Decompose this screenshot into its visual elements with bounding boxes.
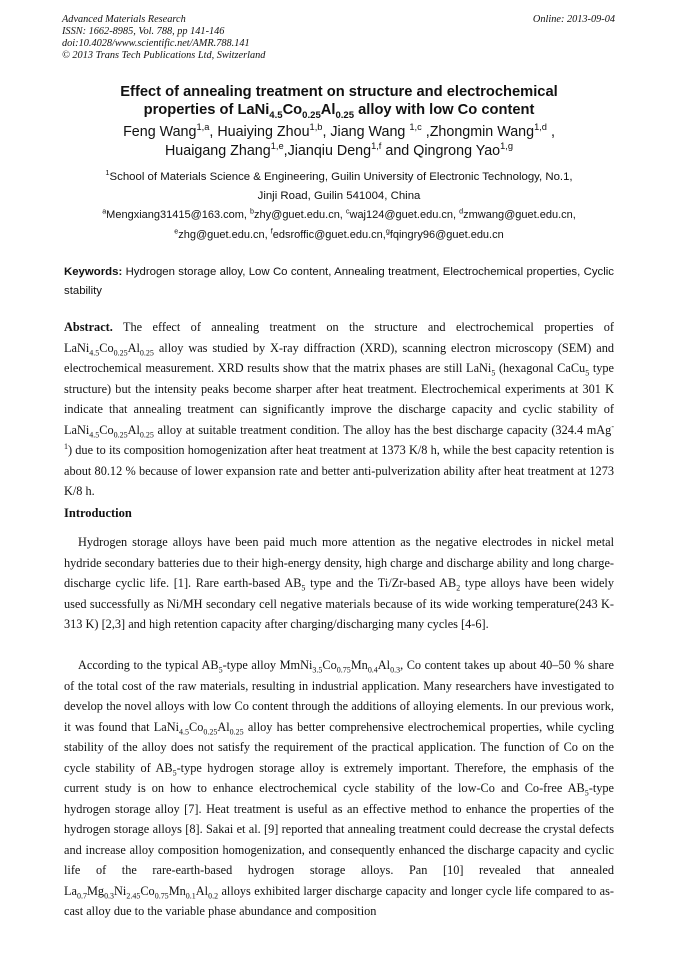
author-name: Huaigang Zhang	[164, 143, 271, 159]
email-address[interactable]: edsroffic@guet.edu.cn,	[272, 229, 386, 241]
email-address[interactable]: zhy@guet.edu.cn,	[254, 209, 346, 221]
paper-title	[70, 83, 608, 119]
emails-line-2: $^e$zhg@guet.edu.cn, $^f$edsroffic@guet.edu.cn,$^g$fqingry96@guet.edu.cn	[174, 227, 504, 241]
author-list	[70, 123, 608, 161]
doi-line[interactable]: doi:10.4028/www.scientific.net/AMR.788.141	[62, 38, 250, 49]
keywords	[64, 263, 614, 301]
intro-paragraph-1: Hydrogen storage alloys have been paid much more attention as the negative electrodes in nickel metal hydride secondary batteries due to their high-energy density, high charge and discharge ability and long charge-discharge cyclic life. [1]. Rare earth-based $AB_5$ type and the Ti/Zr-based $AB_2$ type alloys have been widely used successfully as Ni/MH secondary cell negative materials because of its wide working temperature(243 K-313 K) [2,3] and high retention capacity after charging/discharging many cycles [4-6].	[64, 535, 614, 631]
affiliation	[60, 168, 618, 206]
email-address[interactable]: Mengxiang31415@163.com,	[106, 209, 251, 221]
issn-line: ISSN: 1662-8985, Vol. 788, pp 141-146	[62, 26, 225, 37]
email-list	[60, 205, 618, 245]
authors-line-1: Feng Wang$^{1,a}$, Huaiying Zhou$^{1,b}$, Jiang Wang $^{1,c}$ ,Zhongmin Wang$^{1,d}$ ,	[123, 122, 555, 140]
keywords-text: Hydrogen storage alloy, Low Co content, Annealing treatment, Electrochemical properties, Cyclic stability	[64, 266, 614, 297]
title-line-2: properties of $LaNi_{4.5}Co_{0.25}Al_{0.25}$ alloy with low Co content	[143, 102, 535, 121]
intro-paragraph-2: According to the typical $AB_5$-type alloy $MmNi_{3.5}Co_{0.75}Mn_{0.4}Al_{0.3}$, Co content takes up about 40–50 % share of the total cost of the raw materials, resulting in industrial application. Many researchers have investigated to develop the novel alloys with low Co content through the additions of alloying elements. In our previous work, it was found that $LaNi_{4.5}Co_{0.25}Al_{0.25}$ alloy has better comprehensive electrochemical properties, while cycling stability of the alloy does not satisfy the requirement of the practical application. The function of Co on the cycle stability of $AB_5$-type hydrogen storage alloy is extremely important. Therefore, the emphasis of the current study is on how to enhance electrochemical cycle stability of the low-Co and Co-free $AB_5$-type hydrogen storage alloy [7]. Heat treatment is useful as an effective method to enhance the properties of the hydrogen storage alloys [8]. Sakai et al. [9] reported that annealing treatment could decrease the crystal defects and increase alloy composition homogenization, and consequently enhanced the discharge capacity and cyclic life of the rare-earth-based hydrogen storage alloys. Pan [10] revealed that annealed $La_{0.7}Mg_{0.3}Ni_{2.45}Co_{0.75}Mn_{0.1}Al_{0.2}$ alloys exhibited larger discharge capacity and longer cycle life compared to as-cast alloy due to the variable phase abundance and composition	[64, 658, 615, 918]
affiliation-line-1: $^1$School of Materials Science & Engineering, Guilin University of Electronic Technology, No.1,	[105, 168, 573, 183]
journal-header	[62, 14, 265, 62]
title-line-1: Effect of annealing treatment on structure and electrochemical	[120, 84, 558, 100]
section-heading-introduction: Introduction	[64, 506, 132, 520]
abstract-label: Abstract.	[64, 320, 113, 334]
emails-line-1: $^a$Mengxiang31415@163.com, $^b$zhy@guet.edu.cn, $^c$waj124@guet.edu.cn, $^d$zmwang@guet.edu.cn,	[102, 207, 576, 221]
author-name: Huaiying Zhou	[217, 124, 310, 140]
affiliation-line-2: Jinji Road, Guilin 541004, China	[257, 190, 421, 202]
author-name: Feng Wang	[123, 124, 197, 140]
email-address[interactable]: zmwang@guet.edu.cn,	[463, 209, 576, 221]
email-address[interactable]: fqingry96@guet.edu.cn	[389, 229, 504, 241]
author-name: Qingrong Yao	[413, 143, 501, 159]
online-date: Online: 2013-09-04	[532, 14, 615, 25]
email-address[interactable]: zhg@guet.edu.cn,	[178, 229, 271, 241]
author-name: Zhongmin Wang	[429, 124, 535, 140]
author-name: Jiang Wang	[330, 124, 410, 140]
keywords-label: Keywords:	[64, 266, 123, 278]
authors-line-2: Huaigang Zhang$^{1,e}$,Jianqiu Deng$^{1,f}$ and Qingrong Yao$^{1,g}$	[164, 141, 514, 159]
abstract: Abstract. The effect of annealing treatment on the structure and electrochemical properties of $LaNi_{4.5}Co_{0.25}Al_{0.25}$ alloy was studied by X-ray diffraction (XRD), scanning electron microscopy (SEM) and electrochemical measurement. XRD results show that the matrix phases are still LaNi$_5$ (hexagonal CaCu$_5$ type structure) but the intensity peaks become sharper after heat treatment. Electrochemical experiments at 301 K indicate that annealing treatment can significantly improve the discharge capacity and cyclic stability of $LaNi_{4.5}Co_{0.25}Al_{0.25}$ alloy at suitable treatment condition. The alloy has the best discharge capacity (324.4 mAg$^{-1}$) due to its composition homogenization after heat treatment at 1373 K/8 h, while the best capacity retention is about 80.12 % because of lower expansion rate and better anti-pulverization ability after heat treatment at 1273 K/8 h.	[64, 320, 614, 498]
email-address[interactable]: waj124@guet.edu.cn,	[349, 209, 460, 221]
author-name: Jianqiu Deng	[287, 143, 372, 159]
journal-name: Advanced Materials Research	[62, 14, 186, 25]
copyright-line: © 2013 Trans Tech Publications Ltd, Switzerland	[62, 50, 266, 61]
